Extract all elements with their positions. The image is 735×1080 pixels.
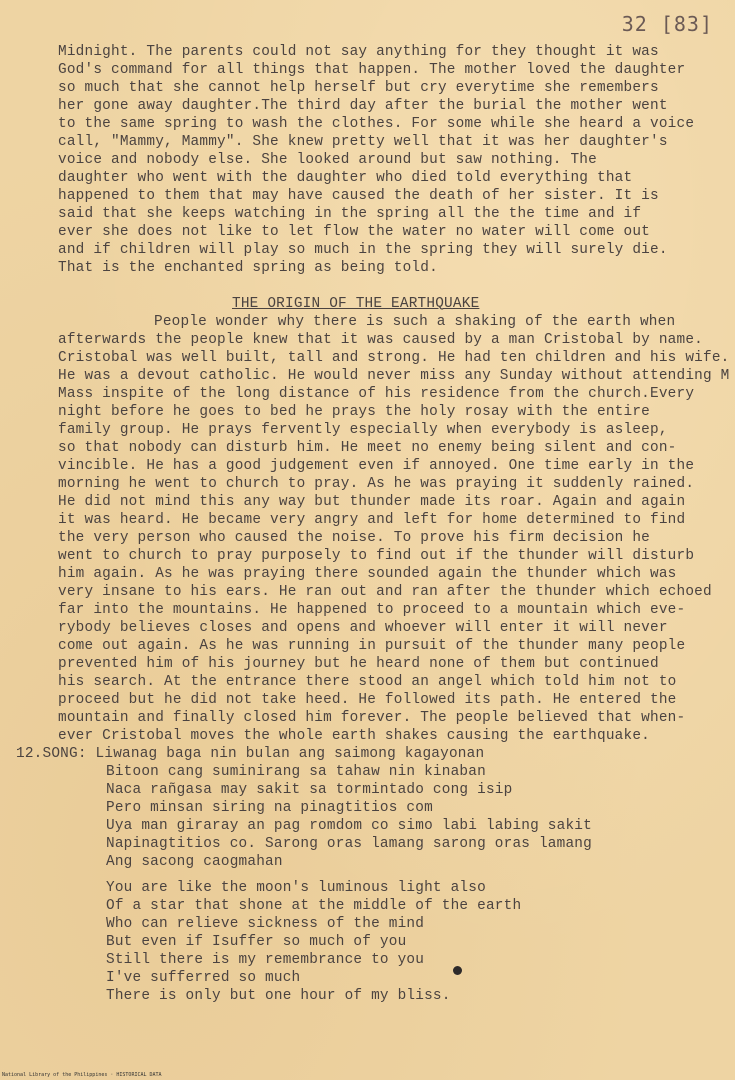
- footer-stamp: National Library of the Philippines · HISTORICAL DATA: [2, 1072, 162, 1078]
- text-line: so that nobody can disturb him. He meet no enemy being silent and con-: [58, 440, 677, 456]
- text-line: People wonder why there is such a shaking of the earth when: [154, 314, 676, 330]
- text-line: night before he goes to bed he prays the holy rosay with the entire: [58, 404, 650, 420]
- song-line: Who can relieve sickness of the mind: [106, 916, 425, 932]
- text-line: voice and nobody else. She looked around but saw nothing. The: [58, 152, 597, 168]
- text-line: ever she does not like to let flow the water no water will come out: [58, 224, 650, 240]
- text-line: her gone away daughter.The third day after the burial the mother went: [58, 98, 668, 114]
- text-line: prevented him of his journey but he heard none of them but continued: [58, 656, 659, 672]
- text-line: That is the enchanted spring as being told.: [58, 260, 438, 276]
- text-line: God's command for all things that happen. The mother loved the daughter: [58, 62, 686, 78]
- text-line: so much that she cannot help herself but cry everytime she remembers: [58, 80, 659, 96]
- song-line: But even if Isuffer so much of you: [106, 934, 407, 950]
- text-line: said that she keeps watching in the spring all the the time and if: [58, 206, 642, 222]
- song-line: You are like the moon's luminous light also: [106, 880, 486, 896]
- song-line: Ang sacong caogmahan: [106, 854, 283, 870]
- text-line: him again. As he was praying there sounded again the thunder which was: [58, 566, 677, 582]
- song-line: 12.SONG: Liwanag baga nin bulan ang saimong kagayonan: [16, 746, 485, 762]
- text-line: went to church to pray purposely to find out if the thunder will disturb: [58, 548, 695, 564]
- text-line: vincible. He has a good judgement even if annoyed. One time early in the: [58, 458, 695, 474]
- section-heading: THE ORIGIN OF THE EARTHQUAKE: [232, 296, 480, 312]
- text-line: ever Cristobal moves the whole earth shakes causing the earthquake.: [58, 728, 650, 744]
- text-line: very insane to his ears. He ran out and ran after the thunder which echoed: [58, 584, 712, 600]
- text-line: Midnight. The parents could not say anything for they thought it was: [58, 44, 659, 60]
- song-line: Still there is my remembrance to you: [106, 952, 425, 968]
- text-line: Mass inspite of the long distance of his residence from the church.Every: [58, 386, 695, 402]
- text-line: daughter who went with the daughter who died told everything that: [58, 170, 633, 186]
- text-line: rybody believes closes and opens and whoever will enter it will never: [58, 620, 668, 636]
- text-line: happened to them that may have caused the death of her sister. It is: [58, 188, 659, 204]
- song-line: Bitoon cang suminirang sa tahaw nin kinaban: [106, 764, 486, 780]
- text-line: and if children will play so much in the spring they will surely die.: [58, 242, 668, 258]
- text-line: call, "Mammy, Mammy". She knew pretty well that it was her daughter's: [58, 134, 668, 150]
- text-line: far into the mountains. He happened to proceed to a mountain which eve-: [58, 602, 686, 618]
- page-number: 32 [83]: [621, 12, 713, 36]
- text-line: to the same spring to wash the clothes. For some while she heard a voice: [58, 116, 695, 132]
- song-line: Naca rañgasa may sakit sa tormintado cong isip: [106, 782, 513, 798]
- song-line: Of a star that shone at the middle of the earth: [106, 898, 522, 914]
- text-line: He did not mind this any way but thunder made its roar. Again and again: [58, 494, 686, 510]
- ink-blot: [453, 966, 462, 975]
- song-line: There is only but one hour of my bliss.: [106, 988, 451, 1004]
- song-line: Uya man giraray an pag romdom co simo labi labing sakit: [106, 818, 592, 834]
- text-line: Cristobal was well built, tall and strong. He had ten children and his wife.: [58, 350, 730, 366]
- text-line: it was heard. He became very angry and left for home determined to find: [58, 512, 686, 528]
- song-line: Napinagtitios co. Sarong oras lamang sarong oras lamang: [106, 836, 592, 852]
- text-line: his search. At the entrance there stood an angel which told him not to: [58, 674, 677, 690]
- song-line: Pero minsan siring na pinagtitios com: [106, 800, 433, 816]
- text-line: family group. He prays fervently especially when everybody is asleep,: [58, 422, 668, 438]
- text-line: the very person who caused the noise. To prove his firm decision he: [58, 530, 650, 546]
- text-line: proceed but he did not take heed. He followed its path. He entered the: [58, 692, 677, 708]
- text-line: come out again. As he was running in pursuit of the thunder many people: [58, 638, 686, 654]
- text-line: afterwards the people knew that it was caused by a man Cristobal by name.: [58, 332, 704, 348]
- text-line: He was a devout catholic. He would never miss any Sunday without attending M: [58, 368, 730, 384]
- song-line: I've sufferred so much: [106, 970, 301, 986]
- text-line: morning he went to church to pray. As he was praying it suddenly rained.: [58, 476, 695, 492]
- text-line: mountain and finally closed him forever. The people believed that when-: [58, 710, 686, 726]
